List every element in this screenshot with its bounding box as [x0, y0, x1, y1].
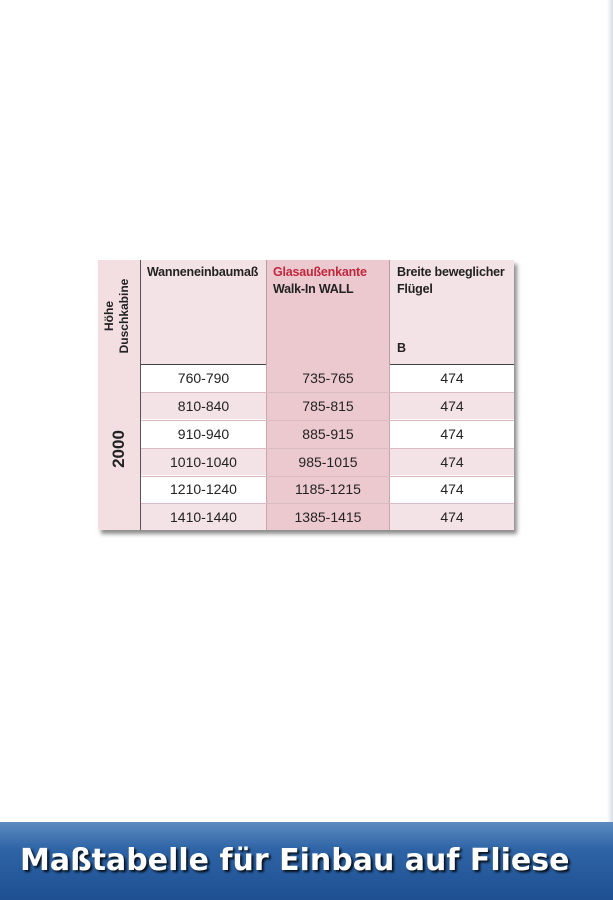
- tub-cell: 810-840: [177, 398, 230, 414]
- width-cell: 474: [440, 370, 464, 386]
- glass-cell: 735-765: [302, 370, 354, 386]
- width-cell: 474: [440, 481, 464, 497]
- glass-header-sub: Walk-In WALL: [273, 282, 354, 296]
- banner-title: Maßtabelle für Einbau auf Fliese: [20, 843, 570, 878]
- height-value: 2000: [109, 430, 128, 468]
- width-cell: 474: [440, 454, 464, 470]
- page-edge-shade: [607, 0, 613, 822]
- tub-cell: 1210-1240: [170, 481, 237, 497]
- tub-cell: 910-940: [177, 426, 230, 442]
- width-header-letter: B: [397, 341, 406, 355]
- column-divider: [266, 260, 267, 364]
- glass-cell: 785-815: [302, 398, 354, 414]
- width-header-line1: Breite beweglicher: [397, 265, 505, 279]
- width-header-line2: Flügel: [397, 282, 433, 296]
- glass-header-red: Glasaußenkante: [273, 265, 367, 279]
- glass-cell: 1385-1415: [294, 509, 362, 525]
- height-header-line2: Duschkabine: [117, 278, 131, 354]
- height-header-line1: Höhe: [102, 301, 116, 331]
- width-cell: 474: [440, 398, 464, 414]
- column-divider: [389, 260, 390, 364]
- width-cell: 474: [440, 509, 464, 525]
- tub-cell: 1410-1440: [170, 509, 237, 525]
- dimension-table: [98, 260, 514, 530]
- glass-cell: 885-915: [302, 426, 354, 442]
- tub-cell: 760-790: [177, 370, 230, 386]
- height-header: [102, 270, 136, 362]
- tub-header: Wanneneinbaumaß: [147, 265, 259, 279]
- width-cell: 474: [440, 426, 464, 442]
- tub-cell: 1010-1040: [170, 454, 237, 470]
- glass-cell: 985-1015: [298, 454, 358, 470]
- glass-cell: 1185-1215: [295, 481, 361, 497]
